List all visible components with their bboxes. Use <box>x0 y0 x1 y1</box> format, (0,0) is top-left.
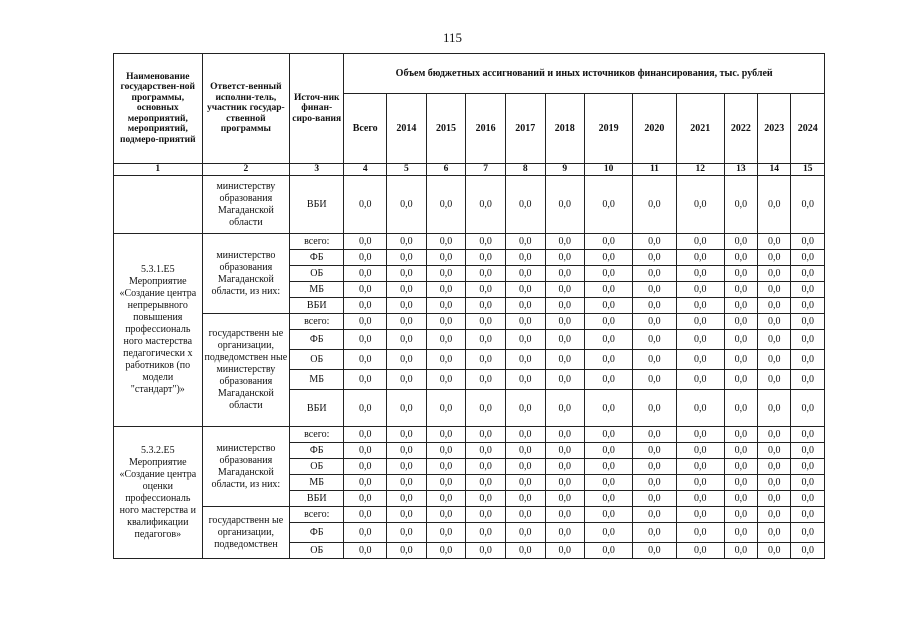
value-year-2018: 0,0 <box>545 443 585 459</box>
value-year-2017: 0,0 <box>505 459 545 475</box>
value-year-2014: 0,0 <box>387 491 427 507</box>
value-year-2022: 0,0 <box>724 475 757 491</box>
value-year-2021: 0,0 <box>676 314 724 330</box>
value-year-2017: 0,0 <box>505 543 545 559</box>
header-year-2016: 2016 <box>466 94 506 164</box>
header-source: Источ-ник финан-сиро-вания <box>290 54 344 164</box>
value-year-2020: 0,0 <box>633 350 677 370</box>
header-year-2020: 2020 <box>633 94 677 164</box>
value-year-2018: 0,0 <box>545 390 585 427</box>
value-year-2014: 0,0 <box>387 523 427 543</box>
value-year-2021: 0,0 <box>676 250 724 266</box>
value-year-2016: 0,0 <box>466 330 506 350</box>
value-year-2020: 0,0 <box>633 459 677 475</box>
value-total: 0,0 <box>344 176 387 234</box>
page-number: 115 <box>442 30 463 45</box>
value-year-2023: 0,0 <box>758 443 791 459</box>
value-year-2014: 0,0 <box>387 507 427 523</box>
value-year-2017: 0,0 <box>505 523 545 543</box>
value-total: 0,0 <box>344 370 387 390</box>
value-year-2022: 0,0 <box>724 390 757 427</box>
table-row <box>114 427 825 443</box>
value-year-2018: 0,0 <box>545 370 585 390</box>
value-year-2024: 0,0 <box>791 282 825 298</box>
column-number: 5 <box>387 164 427 176</box>
value-year-2021: 0,0 <box>676 543 724 559</box>
value-year-2021: 0,0 <box>676 234 724 250</box>
value-year-2016: 0,0 <box>466 370 506 390</box>
value-year-2016: 0,0 <box>466 176 506 234</box>
activity-name: 5.3.1.Е5 Мероприятие «Создание центра непрерывного повышения профессиональ ного мастерства педагогически х работников (по модели "стандарт")» <box>114 234 203 427</box>
header-year-2024: 2024 <box>791 94 825 164</box>
value-year-2019: 0,0 <box>585 507 633 523</box>
value-year-2018: 0,0 <box>545 314 585 330</box>
column-numbers-row <box>114 164 825 176</box>
value-year-2014: 0,0 <box>387 282 427 298</box>
value-year-2022: 0,0 <box>724 507 757 523</box>
header-name: Наименование государствен-ной программы, основных мероприятий, мероприятий, подмеро-приятий <box>114 54 203 164</box>
value-year-2024: 0,0 <box>791 443 825 459</box>
value-total: 0,0 <box>344 350 387 370</box>
value-year-2017: 0,0 <box>505 350 545 370</box>
funding-source: ОБ <box>290 543 344 559</box>
value-year-2018: 0,0 <box>545 176 585 234</box>
value-year-2021: 0,0 <box>676 491 724 507</box>
funding-source: ОБ <box>290 459 344 475</box>
value-year-2022: 0,0 <box>724 234 757 250</box>
value-year-2017: 0,0 <box>505 491 545 507</box>
executor-name: министерству образования Магаданской области <box>202 176 290 234</box>
value-year-2016: 0,0 <box>466 459 506 475</box>
value-year-2020: 0,0 <box>633 176 677 234</box>
value-year-2014: 0,0 <box>387 475 427 491</box>
value-year-2015: 0,0 <box>426 427 466 443</box>
executor-name: министерство образования Магаданской области, из них: <box>202 234 290 314</box>
value-year-2022: 0,0 <box>724 443 757 459</box>
value-total: 0,0 <box>344 282 387 298</box>
value-year-2023: 0,0 <box>758 370 791 390</box>
column-number: 6 <box>426 164 466 176</box>
value-year-2024: 0,0 <box>791 507 825 523</box>
value-year-2021: 0,0 <box>676 443 724 459</box>
value-year-2020: 0,0 <box>633 427 677 443</box>
value-year-2014: 0,0 <box>387 234 427 250</box>
value-year-2020: 0,0 <box>633 543 677 559</box>
value-year-2019: 0,0 <box>585 314 633 330</box>
value-year-2023: 0,0 <box>758 350 791 370</box>
value-year-2024: 0,0 <box>791 298 825 314</box>
value-year-2020: 0,0 <box>633 330 677 350</box>
value-year-2024: 0,0 <box>791 390 825 427</box>
value-year-2022: 0,0 <box>724 282 757 298</box>
funding-source: МБ <box>290 282 344 298</box>
value-year-2014: 0,0 <box>387 330 427 350</box>
value-year-2018: 0,0 <box>545 266 585 282</box>
value-year-2017: 0,0 <box>505 282 545 298</box>
value-year-2015: 0,0 <box>426 390 466 427</box>
value-year-2024: 0,0 <box>791 234 825 250</box>
value-year-2022: 0,0 <box>724 266 757 282</box>
budget-table <box>113 53 825 559</box>
header-year-2019: 2019 <box>585 94 633 164</box>
column-number: 12 <box>676 164 724 176</box>
column-number: 1 <box>114 164 203 176</box>
value-year-2015: 0,0 <box>426 234 466 250</box>
value-year-2023: 0,0 <box>758 330 791 350</box>
table-row <box>114 176 825 234</box>
value-year-2021: 0,0 <box>676 298 724 314</box>
value-year-2015: 0,0 <box>426 314 466 330</box>
value-year-2021: 0,0 <box>676 350 724 370</box>
value-year-2023: 0,0 <box>758 176 791 234</box>
value-year-2019: 0,0 <box>585 234 633 250</box>
value-year-2015: 0,0 <box>426 443 466 459</box>
value-year-2017: 0,0 <box>505 390 545 427</box>
value-year-2021: 0,0 <box>676 427 724 443</box>
value-year-2021: 0,0 <box>676 459 724 475</box>
value-year-2022: 0,0 <box>724 330 757 350</box>
funding-source: ВБИ <box>290 176 344 234</box>
value-year-2019: 0,0 <box>585 523 633 543</box>
header-row-1 <box>114 54 825 94</box>
value-year-2023: 0,0 <box>758 390 791 427</box>
value-year-2014: 0,0 <box>387 298 427 314</box>
value-year-2017: 0,0 <box>505 314 545 330</box>
value-year-2016: 0,0 <box>466 314 506 330</box>
value-total: 0,0 <box>344 427 387 443</box>
value-year-2017: 0,0 <box>505 266 545 282</box>
funding-source: ВБИ <box>290 491 344 507</box>
value-year-2016: 0,0 <box>466 523 506 543</box>
value-year-2022: 0,0 <box>724 491 757 507</box>
value-year-2018: 0,0 <box>545 459 585 475</box>
value-total: 0,0 <box>344 314 387 330</box>
value-year-2017: 0,0 <box>505 330 545 350</box>
value-year-2015: 0,0 <box>426 507 466 523</box>
value-year-2015: 0,0 <box>426 543 466 559</box>
value-year-2015: 0,0 <box>426 350 466 370</box>
value-year-2019: 0,0 <box>585 543 633 559</box>
value-total: 0,0 <box>344 298 387 314</box>
value-year-2016: 0,0 <box>466 543 506 559</box>
value-year-2018: 0,0 <box>545 543 585 559</box>
value-year-2018: 0,0 <box>545 234 585 250</box>
value-year-2015: 0,0 <box>426 523 466 543</box>
value-year-2023: 0,0 <box>758 523 791 543</box>
value-total: 0,0 <box>344 507 387 523</box>
value-year-2024: 0,0 <box>791 370 825 390</box>
funding-source: всего: <box>290 234 344 250</box>
value-total: 0,0 <box>344 443 387 459</box>
value-year-2018: 0,0 <box>545 350 585 370</box>
value-year-2017: 0,0 <box>505 250 545 266</box>
value-year-2016: 0,0 <box>466 350 506 370</box>
header-year-2017: 2017 <box>505 94 545 164</box>
value-year-2022: 0,0 <box>724 427 757 443</box>
value-year-2016: 0,0 <box>466 491 506 507</box>
value-year-2014: 0,0 <box>387 543 427 559</box>
value-year-2015: 0,0 <box>426 282 466 298</box>
value-year-2015: 0,0 <box>426 250 466 266</box>
value-year-2019: 0,0 <box>585 350 633 370</box>
funding-source: ОБ <box>290 350 344 370</box>
value-year-2024: 0,0 <box>791 543 825 559</box>
value-year-2019: 0,0 <box>585 176 633 234</box>
value-year-2023: 0,0 <box>758 266 791 282</box>
value-total: 0,0 <box>344 250 387 266</box>
value-total: 0,0 <box>344 234 387 250</box>
value-year-2019: 0,0 <box>585 298 633 314</box>
header-year-2015: 2015 <box>426 94 466 164</box>
column-number: 8 <box>505 164 545 176</box>
value-year-2016: 0,0 <box>466 475 506 491</box>
funding-source: всего: <box>290 507 344 523</box>
value-year-2023: 0,0 <box>758 459 791 475</box>
value-year-2021: 0,0 <box>676 176 724 234</box>
value-total: 0,0 <box>344 459 387 475</box>
column-number: 9 <box>545 164 585 176</box>
value-year-2016: 0,0 <box>466 443 506 459</box>
header-year-2021: 2021 <box>676 94 724 164</box>
value-year-2016: 0,0 <box>466 390 506 427</box>
funding-source: ФБ <box>290 443 344 459</box>
value-year-2020: 0,0 <box>633 282 677 298</box>
column-number: 4 <box>344 164 387 176</box>
value-year-2024: 0,0 <box>791 250 825 266</box>
value-year-2023: 0,0 <box>758 427 791 443</box>
value-year-2014: 0,0 <box>387 459 427 475</box>
value-year-2016: 0,0 <box>466 427 506 443</box>
value-year-2024: 0,0 <box>791 459 825 475</box>
value-year-2020: 0,0 <box>633 390 677 427</box>
value-year-2019: 0,0 <box>585 250 633 266</box>
value-year-2018: 0,0 <box>545 475 585 491</box>
value-year-2020: 0,0 <box>633 250 677 266</box>
value-year-2021: 0,0 <box>676 282 724 298</box>
funding-source: ФБ <box>290 250 344 266</box>
funding-source: всего: <box>290 314 344 330</box>
value-year-2015: 0,0 <box>426 176 466 234</box>
value-year-2023: 0,0 <box>758 475 791 491</box>
value-year-2020: 0,0 <box>633 314 677 330</box>
header-executor: Ответст-венный исполни-тель, участник государ-ственной программы <box>202 54 290 164</box>
value-year-2019: 0,0 <box>585 266 633 282</box>
value-year-2014: 0,0 <box>387 390 427 427</box>
value-year-2023: 0,0 <box>758 234 791 250</box>
value-year-2021: 0,0 <box>676 523 724 543</box>
value-year-2014: 0,0 <box>387 250 427 266</box>
value-year-2015: 0,0 <box>426 491 466 507</box>
value-year-2017: 0,0 <box>505 475 545 491</box>
value-year-2018: 0,0 <box>545 523 585 543</box>
value-year-2019: 0,0 <box>585 330 633 350</box>
column-number: 14 <box>758 164 791 176</box>
value-year-2022: 0,0 <box>724 523 757 543</box>
value-year-2024: 0,0 <box>791 266 825 282</box>
column-number: 7 <box>466 164 506 176</box>
value-year-2021: 0,0 <box>676 370 724 390</box>
value-year-2018: 0,0 <box>545 250 585 266</box>
column-number: 3 <box>290 164 344 176</box>
value-year-2017: 0,0 <box>505 443 545 459</box>
funding-source: МБ <box>290 475 344 491</box>
value-year-2015: 0,0 <box>426 475 466 491</box>
value-year-2018: 0,0 <box>545 491 585 507</box>
value-year-2020: 0,0 <box>633 475 677 491</box>
value-year-2014: 0,0 <box>387 176 427 234</box>
value-year-2020: 0,0 <box>633 507 677 523</box>
value-year-2015: 0,0 <box>426 459 466 475</box>
funding-source: ФБ <box>290 523 344 543</box>
value-year-2015: 0,0 <box>426 298 466 314</box>
header-total: Всего <box>344 94 387 164</box>
executor-name: министерство образования Магаданской области, из них: <box>202 427 290 507</box>
value-year-2017: 0,0 <box>505 370 545 390</box>
value-year-2023: 0,0 <box>758 282 791 298</box>
value-total: 0,0 <box>344 330 387 350</box>
value-year-2022: 0,0 <box>724 370 757 390</box>
value-year-2022: 0,0 <box>724 314 757 330</box>
value-year-2024: 0,0 <box>791 176 825 234</box>
value-year-2022: 0,0 <box>724 459 757 475</box>
value-year-2014: 0,0 <box>387 350 427 370</box>
funding-source: ВБИ <box>290 298 344 314</box>
value-year-2024: 0,0 <box>791 314 825 330</box>
value-total: 0,0 <box>344 390 387 427</box>
value-total: 0,0 <box>344 491 387 507</box>
funding-source: всего: <box>290 427 344 443</box>
value-year-2015: 0,0 <box>426 370 466 390</box>
value-year-2019: 0,0 <box>585 370 633 390</box>
value-year-2023: 0,0 <box>758 250 791 266</box>
value-year-2016: 0,0 <box>466 234 506 250</box>
value-year-2019: 0,0 <box>585 443 633 459</box>
value-year-2020: 0,0 <box>633 370 677 390</box>
value-year-2016: 0,0 <box>466 266 506 282</box>
column-number: 10 <box>585 164 633 176</box>
value-year-2019: 0,0 <box>585 390 633 427</box>
value-year-2023: 0,0 <box>758 314 791 330</box>
value-year-2021: 0,0 <box>676 330 724 350</box>
value-year-2019: 0,0 <box>585 427 633 443</box>
value-year-2024: 0,0 <box>791 523 825 543</box>
value-year-2023: 0,0 <box>758 298 791 314</box>
funding-source: МБ <box>290 370 344 390</box>
executor-name: государственн ые организации, подведомствен <box>202 507 290 559</box>
value-year-2014: 0,0 <box>387 314 427 330</box>
value-year-2017: 0,0 <box>505 234 545 250</box>
value-year-2018: 0,0 <box>545 330 585 350</box>
value-year-2017: 0,0 <box>505 298 545 314</box>
value-year-2022: 0,0 <box>724 350 757 370</box>
value-year-2024: 0,0 <box>791 427 825 443</box>
header-year-2023: 2023 <box>758 94 791 164</box>
value-year-2016: 0,0 <box>466 507 506 523</box>
value-year-2015: 0,0 <box>426 266 466 282</box>
value-year-2020: 0,0 <box>633 266 677 282</box>
value-total: 0,0 <box>344 543 387 559</box>
table-body <box>114 176 825 559</box>
value-year-2014: 0,0 <box>387 370 427 390</box>
value-year-2019: 0,0 <box>585 475 633 491</box>
value-year-2024: 0,0 <box>791 491 825 507</box>
column-number: 15 <box>791 164 825 176</box>
value-year-2022: 0,0 <box>724 543 757 559</box>
value-total: 0,0 <box>344 475 387 491</box>
value-year-2019: 0,0 <box>585 282 633 298</box>
value-year-2023: 0,0 <box>758 507 791 523</box>
value-year-2022: 0,0 <box>724 176 757 234</box>
header-year-2014: 2014 <box>387 94 427 164</box>
value-year-2020: 0,0 <box>633 443 677 459</box>
table-row <box>114 314 825 330</box>
value-year-2019: 0,0 <box>585 459 633 475</box>
value-year-2018: 0,0 <box>545 427 585 443</box>
value-year-2014: 0,0 <box>387 266 427 282</box>
value-year-2021: 0,0 <box>676 507 724 523</box>
value-year-2018: 0,0 <box>545 282 585 298</box>
activity-name: 5.3.2.Е5 Мероприятие «Создание центра оценки профессиональ ного мастерства и квалификации педагогов» <box>114 427 203 559</box>
value-year-2023: 0,0 <box>758 543 791 559</box>
value-year-2017: 0,0 <box>505 507 545 523</box>
column-number: 11 <box>633 164 677 176</box>
header-budget-volume: Объем бюджетных ассигнований и иных источников финансирования, тыс. рублей <box>344 54 825 94</box>
value-year-2017: 0,0 <box>505 427 545 443</box>
value-year-2014: 0,0 <box>387 443 427 459</box>
header-year-2018: 2018 <box>545 94 585 164</box>
value-year-2018: 0,0 <box>545 298 585 314</box>
column-number: 13 <box>724 164 757 176</box>
header-year-2022: 2022 <box>724 94 757 164</box>
value-year-2024: 0,0 <box>791 350 825 370</box>
value-year-2021: 0,0 <box>676 475 724 491</box>
value-year-2020: 0,0 <box>633 234 677 250</box>
funding-source: ОБ <box>290 266 344 282</box>
value-year-2015: 0,0 <box>426 330 466 350</box>
value-year-2016: 0,0 <box>466 282 506 298</box>
value-year-2022: 0,0 <box>724 298 757 314</box>
value-year-2020: 0,0 <box>633 523 677 543</box>
value-year-2022: 0,0 <box>724 250 757 266</box>
funding-source: ВБИ <box>290 390 344 427</box>
value-total: 0,0 <box>344 266 387 282</box>
value-year-2021: 0,0 <box>676 390 724 427</box>
column-number: 2 <box>202 164 290 176</box>
value-year-2023: 0,0 <box>758 491 791 507</box>
value-year-2019: 0,0 <box>585 491 633 507</box>
value-year-2014: 0,0 <box>387 427 427 443</box>
table-row <box>114 234 825 250</box>
table-row <box>114 507 825 523</box>
value-year-2017: 0,0 <box>505 176 545 234</box>
activity-name <box>114 176 203 234</box>
value-year-2024: 0,0 <box>791 475 825 491</box>
value-year-2020: 0,0 <box>633 298 677 314</box>
value-year-2016: 0,0 <box>466 298 506 314</box>
value-year-2021: 0,0 <box>676 266 724 282</box>
value-total: 0,0 <box>344 523 387 543</box>
funding-source: ФБ <box>290 330 344 350</box>
value-year-2016: 0,0 <box>466 250 506 266</box>
value-year-2020: 0,0 <box>633 491 677 507</box>
value-year-2018: 0,0 <box>545 507 585 523</box>
executor-name: государственн ые организации, подведомствен ные министерству образования Магаданской области <box>202 314 290 427</box>
value-year-2024: 0,0 <box>791 330 825 350</box>
